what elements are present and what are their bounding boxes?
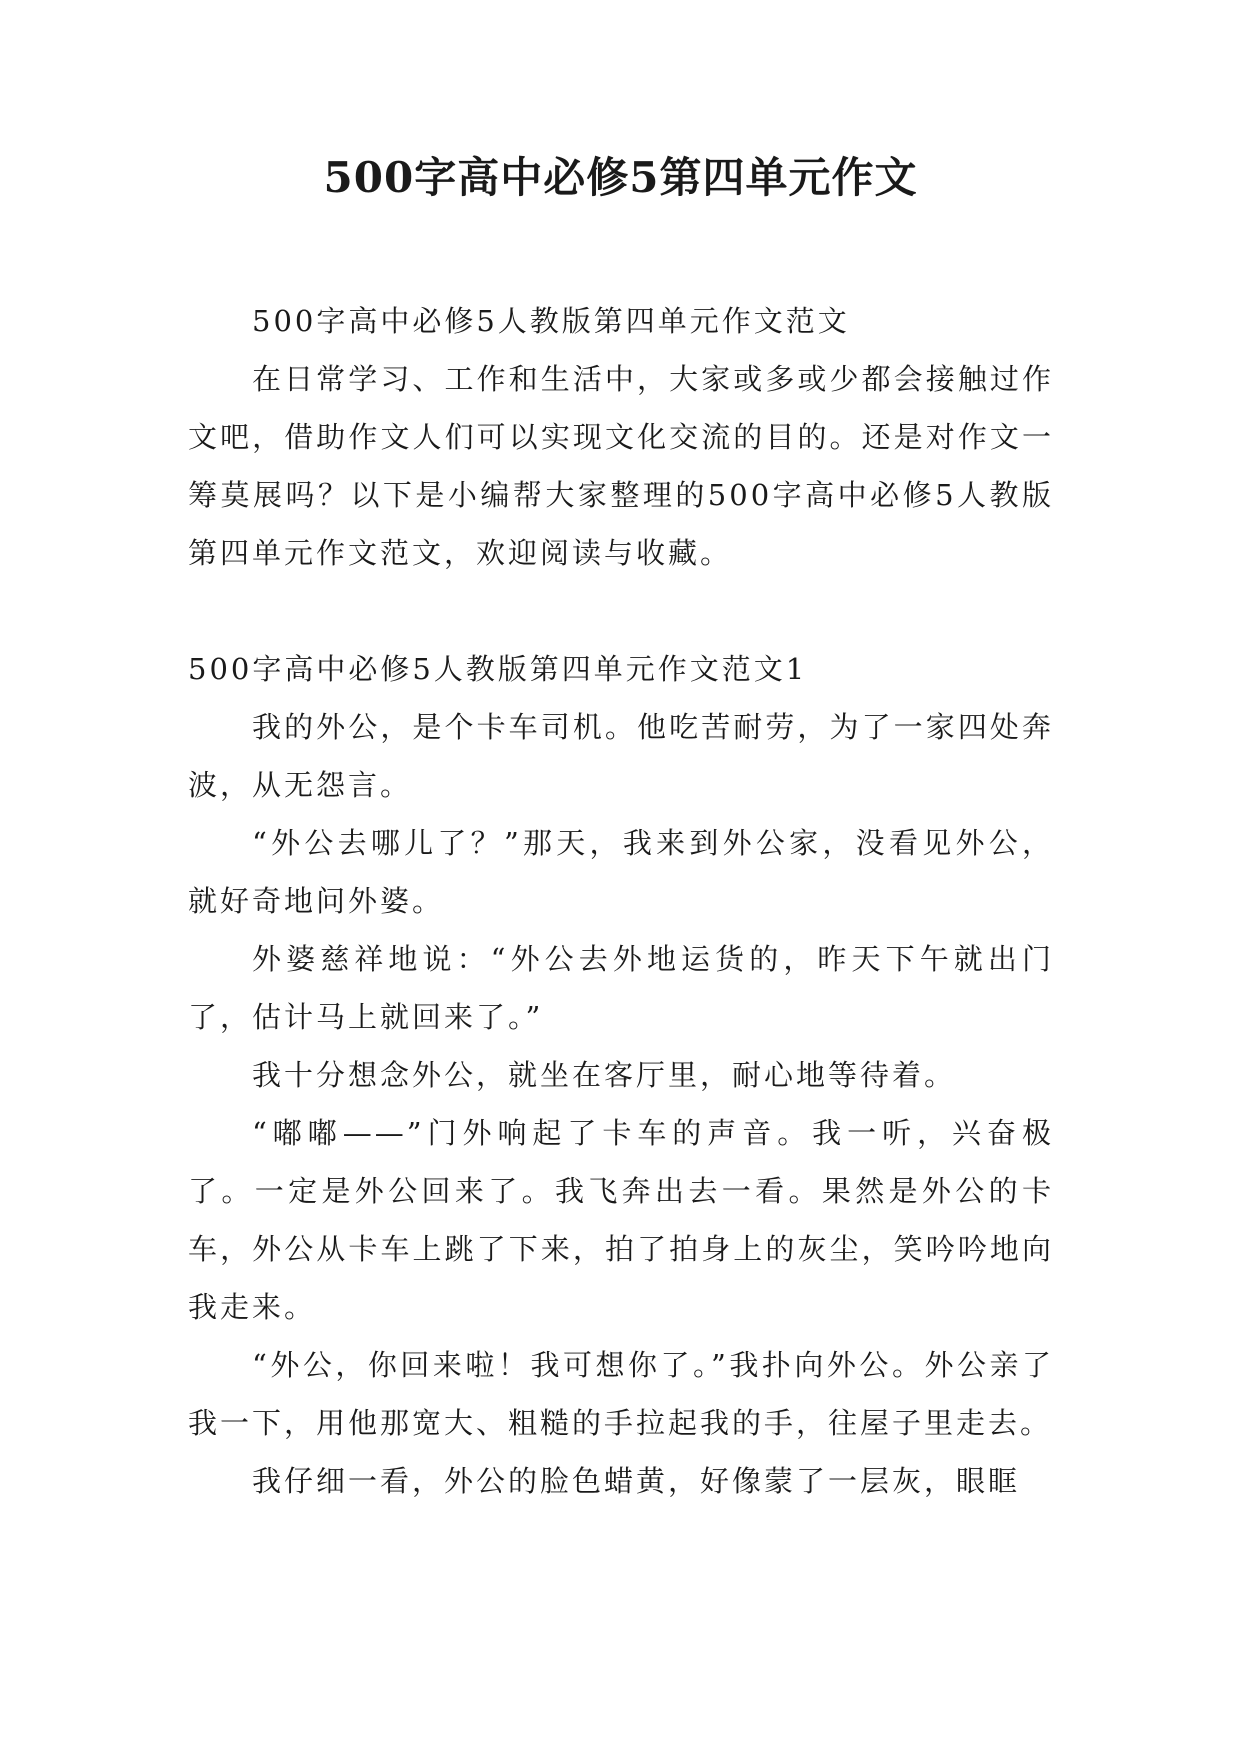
- document-subtitle: 500字高中必修5人教版第四单元作文范文: [252, 304, 850, 338]
- section-spacer: [188, 582, 1054, 640]
- body-paragraph: 我仔细一看，外公的脸色蜡黄，好像蒙了一层灰，眼眶: [252, 1464, 1021, 1498]
- section-heading: 500字高中必修5人教版第四单元作文范文1: [188, 652, 808, 686]
- body-paragraph: “嘟嘟——”门外响起了卡车的声音。我一听，兴奋极了。一定是外公回来了。我飞奔出去一看。果然是外公的卡车，外公从卡车上跳了下来，拍了拍身上的灰尘，笑吟吟地向我走来。: [188, 1116, 1054, 1324]
- body-paragraph: “外公，你回来啦！我可想你了。”我扑向外公。外公亲了我一下，用他那宽大、粗糙的手拉起我的手，往屋子里走去。: [188, 1348, 1054, 1440]
- body-paragraph: 我十分想念外公，就坐在客厅里，耐心地等待着。: [252, 1058, 957, 1092]
- intro-paragraph: 在日常学习、工作和生活中，大家或多或少都会接触过作文吧，借助作文人们可以实现文化交流的目的。还是对作文一筹莫展吗？以下是小编帮大家整理的500字高中必修5人教版第四单元作文范文，欢迎阅读与收藏。: [188, 362, 1054, 570]
- document-title: 500字高中必修5第四单元作文: [323, 153, 918, 202]
- body-paragraph: 我的外公，是个卡车司机。他吃苦耐劳，为了一家四处奔波，从无怨言。: [188, 710, 1054, 802]
- document-body: [188, 292, 1054, 1510]
- body-paragraph: “外公去哪儿了？”那天，我来到外公家，没看见外公，就好奇地问外婆。: [188, 826, 1054, 918]
- body-paragraph: 外婆慈祥地说：“外公去外地运货的，昨天下午就出门了，估计马上就回来了。”: [188, 942, 1054, 1034]
